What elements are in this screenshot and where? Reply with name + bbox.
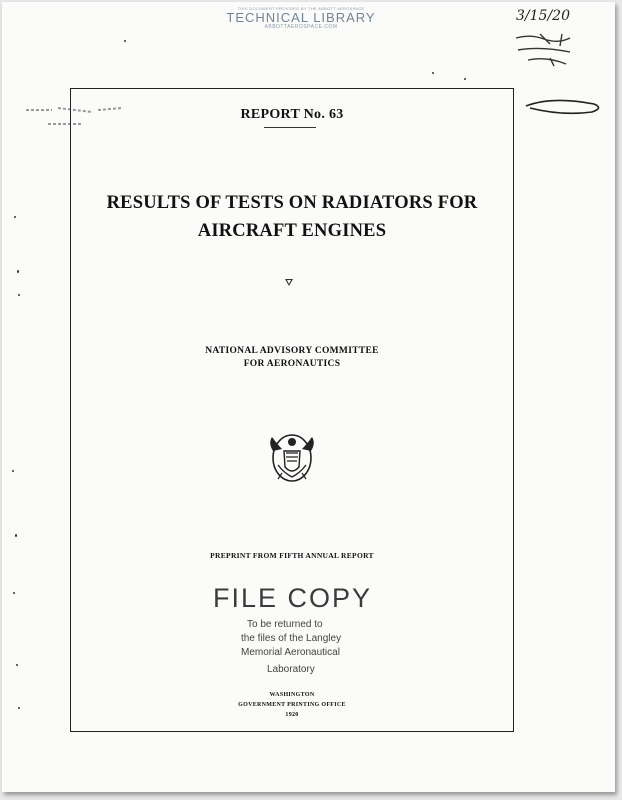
stamp-line-3: Memorial Aeronautical: [241, 647, 340, 658]
watermark-url: ABBOTTAEROSPACE.COM: [264, 24, 338, 30]
eagle-seal-icon: [266, 429, 318, 485]
scan-speck: [15, 534, 17, 537]
committee-name: [71, 345, 513, 371]
scan-speck: [124, 40, 126, 42]
report-number: REPORT No. 63: [240, 107, 344, 122]
publisher-place: WASHINGTON: [269, 692, 315, 698]
scan-speck: [432, 72, 434, 74]
stamp-line-2: the files of the Langley: [241, 633, 342, 644]
scan-speck: [12, 470, 14, 472]
preprint-note: PREPRINT FROM FIFTH ANNUAL REPORT: [210, 551, 374, 560]
scan-speck: [17, 270, 19, 273]
handwritten-date: 3/15/20: [516, 8, 570, 24]
publisher-block: [71, 691, 513, 721]
report-title-line-2: AIRCRAFT ENGINES: [197, 221, 387, 241]
document-page: [2, 2, 615, 792]
handwritten-flourish: [522, 94, 606, 122]
committee-line-2: FOR AERONAUTICS: [243, 359, 341, 369]
scan-speck: [14, 216, 16, 218]
publication-year: 1920: [285, 712, 299, 718]
ornament-triangle-inner: [287, 280, 291, 284]
title-page-frame: [70, 88, 514, 732]
library-watermark: [216, 6, 386, 36]
scan-speck: [464, 78, 466, 80]
stamp-line-4: Laboratory: [267, 664, 315, 675]
watermark-tagline: THIS DOCUMENT PROVIDED BY THE ABBOTT AEROSPACE: [237, 6, 365, 11]
scan-speck: [18, 707, 20, 709]
report-number-rule: [264, 127, 316, 128]
report-title: [71, 189, 513, 245]
publisher-name: GOVERNMENT PRINTING OFFICE: [238, 702, 346, 708]
scan-speck: [13, 592, 15, 594]
committee-line-1: NATIONAL ADVISORY COMMITTEE: [205, 346, 379, 356]
report-title-line-1: RESULTS OF TESTS ON RADIATORS FOR: [106, 193, 478, 213]
file-copy-stamp: FILE COPY: [213, 583, 373, 613]
scan-speck: [16, 664, 18, 666]
watermark-title: TECHNICAL LIBRARY: [226, 10, 376, 25]
handwritten-scribble: [510, 30, 600, 74]
scan-speck: [18, 294, 20, 296]
stamp-line-1: To be returned to: [247, 619, 323, 630]
